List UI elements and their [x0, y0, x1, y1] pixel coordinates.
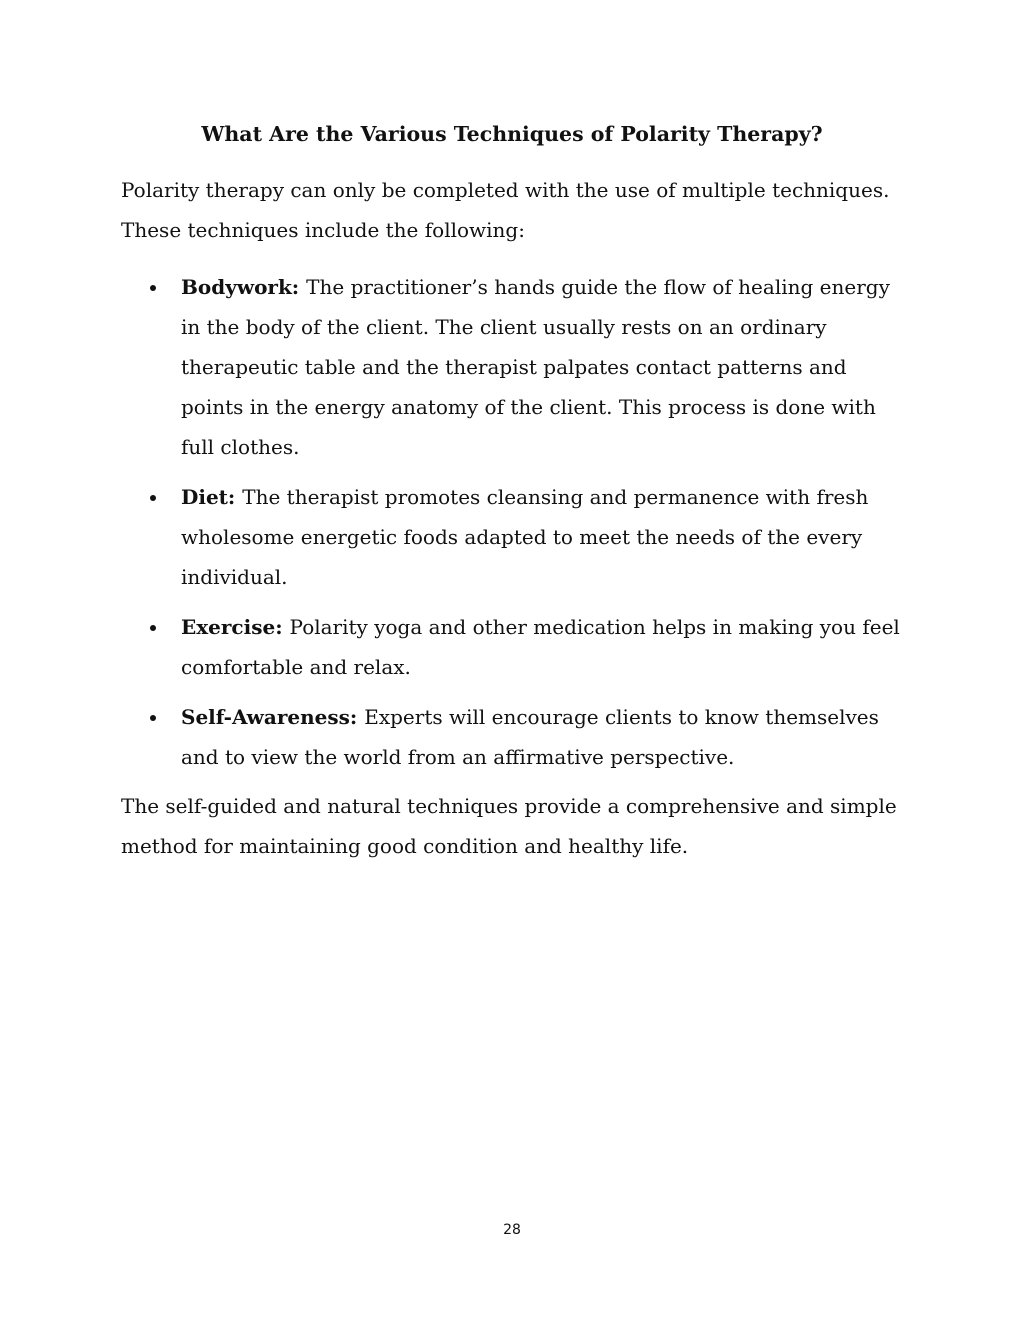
- intro-paragraph: Polarity therapy can only be completed with the use of multiple techniques. These techniques include the following:: [121, 178, 890, 242]
- bullet-icon: [150, 715, 156, 721]
- list-item-exercise: [121, 607, 911, 687]
- techniques-list: [121, 267, 911, 787]
- list-item-bodywork: [121, 267, 911, 467]
- list-item-self-awareness: [121, 697, 911, 777]
- bullet-icon: [150, 625, 156, 631]
- item-text: The practitioner’s hands guide the flow of healing energy in the body of the client. The client usually rests on an ordinary therapeutic table and the therapist palpates contact patterns and points in the energy anatomy of the client. This process is done with full clothes.: [181, 275, 890, 459]
- item-term: Self-Awareness:: [181, 705, 365, 729]
- page-number: 28: [503, 1222, 521, 1238]
- closing-paragraph: The self-guided and natural techniques provide a comprehensive and simple method for maintaining good condition and healthy life.: [121, 794, 897, 858]
- item-text: Polarity yoga and other medication helps in making you feel comfortable and relax.: [181, 615, 900, 679]
- item-text: The therapist promotes cleansing and permanence with fresh wholesome energetic foods adapted to meet the needs of the every individual.: [181, 485, 869, 589]
- item-term: Exercise:: [181, 615, 290, 639]
- list-item-diet: [121, 477, 911, 597]
- item-term: Bodywork:: [181, 275, 307, 299]
- bullet-icon: [150, 285, 156, 291]
- item-text: Experts will encourage clients to know themselves and to view the world from an affirmative perspective.: [181, 705, 879, 769]
- section-title: What Are the Various Techniques of Polarity Therapy?: [201, 122, 823, 146]
- bullet-icon: [150, 495, 156, 501]
- item-term: Diet:: [181, 485, 243, 509]
